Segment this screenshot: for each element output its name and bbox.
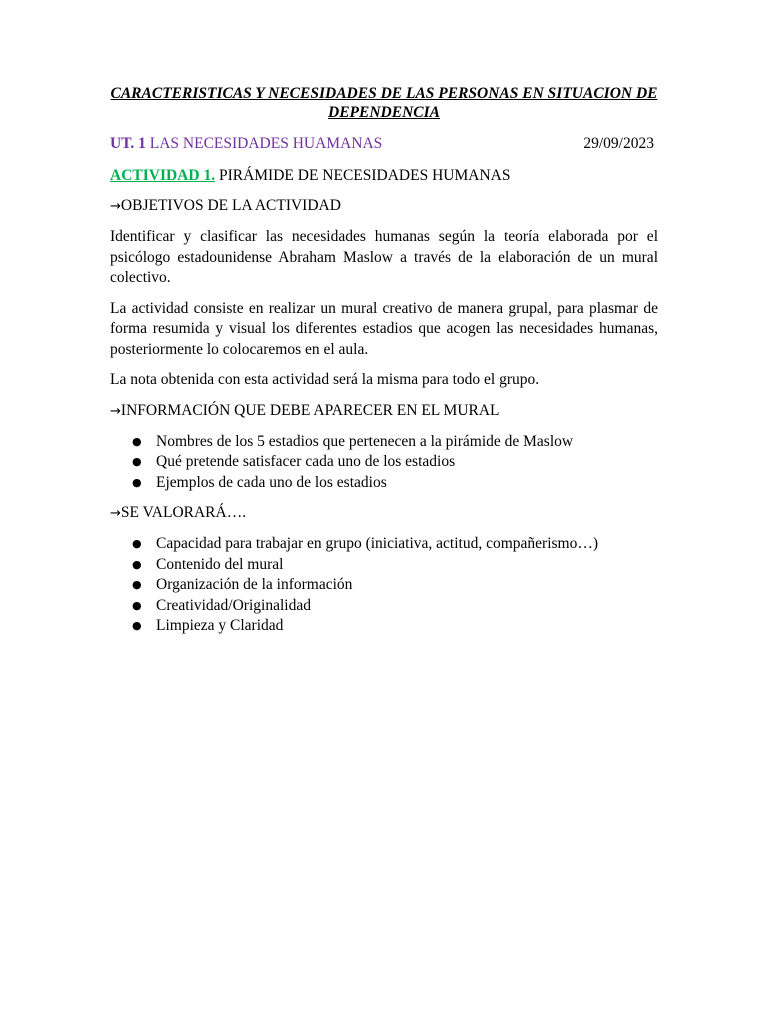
objectives-paragraph-1: Identificar y clasificar las necesidades humanas según la teoría elaborada por el psicólogo estadounidense Abraham Maslow a través de la elaboración de un mural colectivo. [110, 228, 658, 286]
unit-number: UT. 1 [110, 135, 146, 152]
objectives-heading [110, 196, 658, 217]
objectives-paragraph-2: La actividad consiste en realizar un mural creativo de manera grupal, para plasmar de forma resumida y visual los diferentes estadios que acogen las necesidades humanas, posteriormente lo colocaremos en el aula. [110, 299, 658, 358]
list-item: ● Creatividad/Originalidad [110, 596, 658, 617]
bullet-icon: ● [132, 578, 142, 591]
activity-name: PIRÁMIDE DE NECESIDADES HUMANAS [218, 167, 511, 184]
list-item: ● Contenido del mural [110, 555, 658, 576]
unit-name: LAS NECESIDADES HUAMANAS [149, 135, 383, 152]
list-item: ● Qué pretende satisfacer cada uno de los estadios [110, 452, 658, 473]
bullet-icon: ● [132, 434, 142, 448]
bullet-icon: ● [132, 557, 142, 571]
document-date: 29/09/2023 [583, 135, 654, 152]
activity-heading [110, 166, 658, 186]
evaluation-heading-text: SE VALORARÁ…. [120, 504, 247, 521]
bullet-icon: ● [132, 455, 142, 468]
list-item: ● Organización de la información [110, 575, 658, 596]
objectives-paragraph-3: La nota obtenida con esta actividad será la misma para todo el grupo. [110, 371, 540, 388]
unit-row [110, 134, 658, 154]
bullet-icon: ● [132, 537, 142, 550]
mural-info-list [110, 432, 658, 494]
bullet-icon: ● [132, 598, 142, 612]
list-item: ● Ejemplos de cada uno de los estadios [110, 473, 658, 494]
evaluation-list [110, 534, 658, 637]
list-item: ● Capacidad para trabajar en grupo (iniciativa, actitud, compañerismo…) [110, 534, 658, 555]
arrow-right-icon: → [110, 199, 121, 214]
mural-info-heading-text: INFORMACIÓN QUE DEBE APARECER EN EL MURAL [120, 401, 500, 419]
list-item: ● Limpieza y Claridad [110, 616, 658, 637]
activity-label: ACTIVIDAD 1. [110, 167, 216, 184]
mural-info-heading [110, 401, 658, 422]
document-page [110, 84, 658, 637]
bullet-icon: ● [132, 475, 142, 489]
arrow-right-icon: → [110, 403, 121, 419]
objectives-heading-text: OBJETIVOS DE LA ACTIVIDAD [120, 197, 341, 214]
evaluation-heading [110, 503, 658, 524]
document-title: CARACTERISTICAS Y NECESIDADES DE LAS PERSONAS EN SITUACION DE DEPENDENCIA [110, 85, 658, 121]
arrow-right-icon: → [110, 506, 121, 521]
unit-heading [110, 134, 382, 154]
list-item: ● Nombres de los 5 estadios que pertenecen a la pirámide de Maslow [110, 432, 658, 453]
bullet-icon: ● [132, 619, 142, 632]
